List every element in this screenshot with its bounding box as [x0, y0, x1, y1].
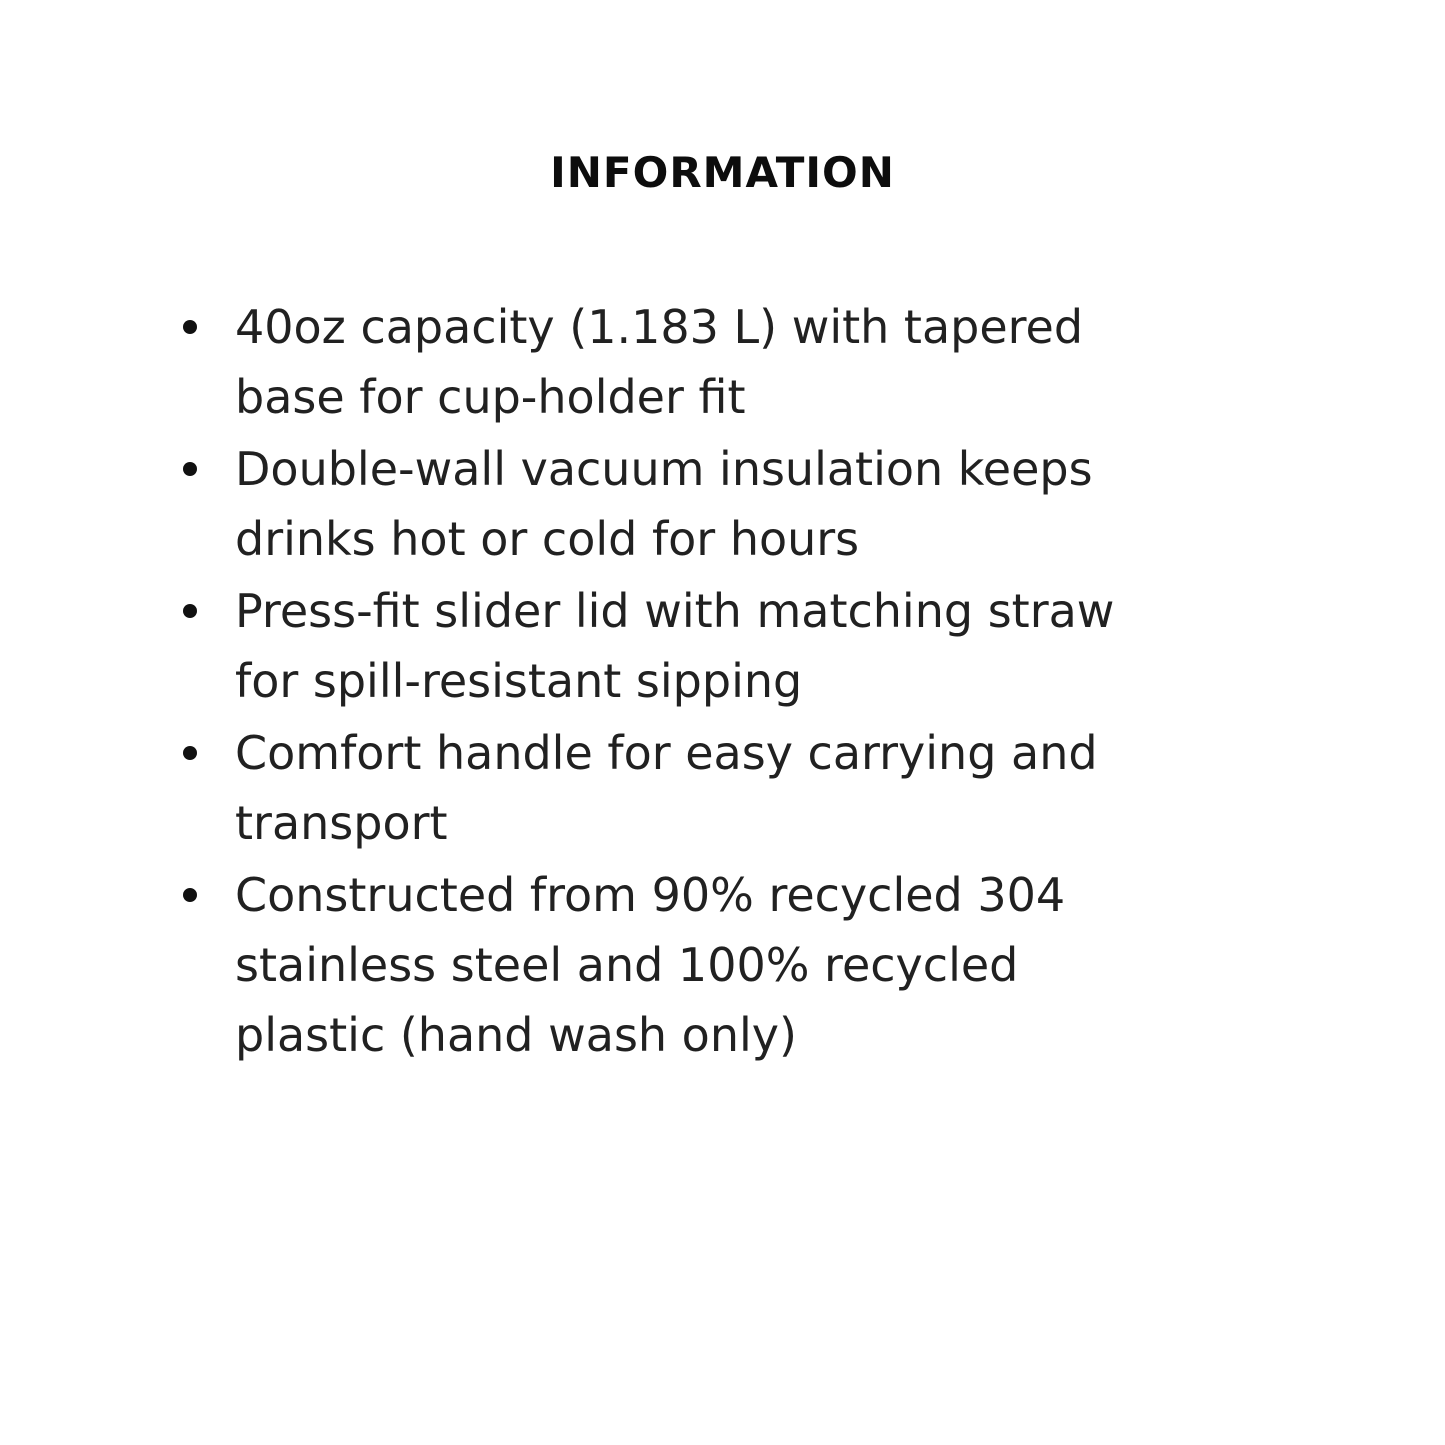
list-item: 40oz capacity (1.183 L) with tapered base for cup-holder fit: [183, 292, 1183, 432]
list-item: Press-fit slider lid with matching straw for spill-resistant sipping: [183, 576, 1183, 716]
list-item: Comfort handle for easy carrying and transport: [183, 718, 1183, 858]
list-item: Constructed from 90% recycled 304 stainless steel and 100% recycled plastic (hand wash only): [183, 860, 1183, 1070]
list-item: Double-wall vacuum insulation keeps drinks hot or cold for hours: [183, 434, 1183, 574]
page-title: INFORMATION: [550, 148, 895, 197]
info-list: [183, 292, 1183, 1070]
